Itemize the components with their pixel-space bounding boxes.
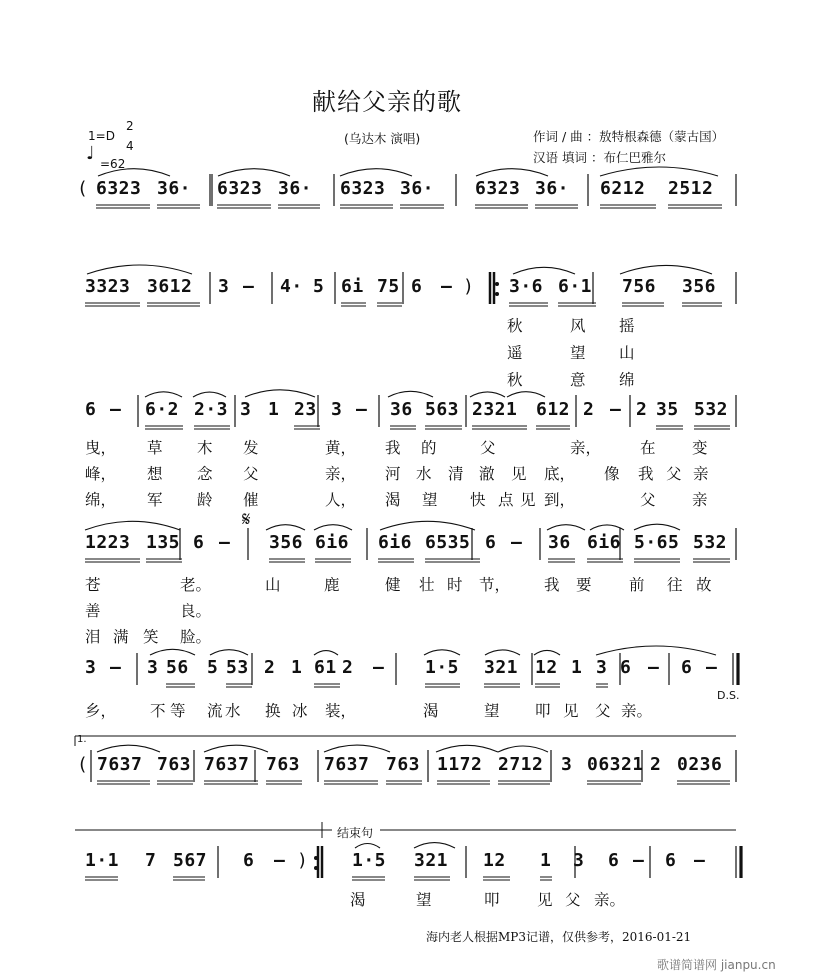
note-1-4: 6323	[217, 178, 263, 199]
note-2-10: –	[441, 276, 453, 297]
lyric-r4a-11: 变	[692, 439, 708, 457]
note-4-12: 6i6	[587, 532, 622, 553]
note-2-15: 356	[682, 276, 717, 297]
lyric-r5a-7: 时	[447, 576, 463, 594]
lyric-r6-4: 流	[207, 702, 223, 720]
lyric-r4c-7: 望	[422, 491, 438, 509]
lyric-r6-7: 冰	[292, 702, 308, 720]
lyric-r5b-2: 良。	[180, 602, 212, 620]
note-4-2: 135	[146, 532, 181, 553]
lyric-r4b-1: 峰，	[85, 465, 117, 483]
ending-label: 结束句	[337, 826, 374, 840]
lyric-r5a-12: 往	[667, 576, 683, 594]
lyric-r4c-1: 绵，	[85, 491, 117, 509]
note-4-9: 6	[485, 532, 497, 553]
slur-29	[97, 745, 160, 752]
note-4-7: 6i6	[378, 532, 413, 553]
lyric-r4c-2: 军	[147, 491, 163, 509]
lyric-r4a-10: 在	[640, 439, 656, 457]
time-signature-denominator: 4	[126, 139, 134, 153]
note-2-6: 5	[313, 276, 325, 297]
slur-8	[620, 265, 712, 274]
note-2-11: )	[463, 276, 475, 297]
note-3-11: 563	[425, 399, 460, 420]
note-6-5: 763	[266, 754, 301, 775]
note-3-6: 1	[268, 399, 280, 420]
note-5-19: 6	[681, 657, 693, 678]
lyric-r5a-6: 壮	[419, 576, 435, 594]
note-2-4: –	[243, 276, 255, 297]
note-5-10: 2	[342, 657, 354, 678]
lyric-r4a-9: 亲，	[570, 439, 602, 457]
lyric-r4b-11: 底，	[544, 465, 576, 483]
lyric-r4b-5: 亲，	[325, 465, 357, 483]
slur-11	[245, 390, 315, 397]
lyric-r4c-8: 快	[470, 491, 486, 509]
lyric-r8-4: 见	[537, 891, 553, 909]
note-7-6: )	[297, 850, 309, 871]
note-2-3: 3	[218, 276, 230, 297]
note-2-1: 3323	[85, 276, 131, 297]
slur-19	[547, 525, 585, 530]
lyric-r5a-11: 前	[629, 576, 645, 594]
footer-note: 海内老人根据MP3记谱，仅供参考，2016-01-21	[426, 930, 692, 944]
lyric-l3-3: 绵	[619, 371, 635, 389]
watermark: 歌谱简谱网 jianpu.cn	[657, 958, 776, 972]
slur-28	[596, 646, 716, 655]
lyric-r4c-10: 见	[520, 491, 536, 509]
lyric-r4c-6: 渴	[385, 491, 401, 509]
lyric-r6-13: 父	[595, 702, 611, 720]
lyric-r4a-4: 发	[243, 439, 259, 457]
note-4-11: 36	[548, 532, 571, 553]
lyric-r4b-7: 水	[416, 465, 432, 483]
lyric-r4a-3: 木	[197, 439, 213, 457]
repeat-dot-1-1	[495, 282, 499, 286]
lyric-l1-3: 摇	[619, 317, 635, 335]
slur-22	[150, 649, 195, 655]
note-3-17: 35	[656, 399, 679, 420]
lyric-r5a-9: 我	[544, 576, 560, 594]
slur-30	[204, 745, 268, 752]
note-2-12: 3·6	[509, 276, 544, 297]
note-1-10: 6212	[600, 178, 646, 199]
note-7-11: 3	[573, 850, 585, 871]
note-3-3: 6·2	[145, 399, 180, 420]
note-7-12: 6	[608, 850, 620, 871]
slur-12	[388, 391, 433, 397]
lyric-r5b-1: 善	[85, 602, 101, 620]
note-1-6: 6323	[340, 178, 386, 199]
lyric-r4b-9: 澈	[479, 465, 495, 483]
lyric-l3-2: 意	[570, 371, 586, 389]
lyric-r4a-7: 的	[421, 439, 437, 457]
lyric-r5a-4: 鹿	[324, 576, 340, 594]
tempo-marking: =62	[100, 157, 126, 171]
lyric-r4b-4: 父	[243, 465, 259, 483]
note-2-13: 6·1	[558, 276, 593, 297]
note-6-6: 7637	[324, 754, 370, 775]
lyric-l2-2: 望	[570, 344, 586, 362]
note-6-11: 06321	[587, 754, 644, 775]
slur-9	[145, 392, 182, 397]
lyric-r5c-3: 笑	[143, 628, 159, 646]
note-1-2: 6323	[96, 178, 142, 199]
lyric-r6-11: 叩	[535, 702, 551, 720]
note-6-10: 3	[561, 754, 573, 775]
note-3-9: –	[356, 399, 368, 420]
slur-27	[534, 650, 560, 655]
lyric-r5c-2: 满	[113, 628, 129, 646]
note-7-4: 6	[243, 850, 255, 871]
note-3-18: 532	[694, 399, 729, 420]
note-7-2: 7	[145, 850, 157, 871]
lyric-r4c-13: 亲	[692, 491, 708, 509]
note-5-1: 3	[85, 657, 97, 678]
lyric-r4a-6: 我	[385, 439, 401, 457]
slur-15	[85, 521, 180, 530]
lyric-r4b-14: 父	[666, 465, 682, 483]
note-6-2: 7637	[97, 754, 143, 775]
note-7-14: 6	[665, 850, 677, 871]
slur-26	[485, 650, 520, 655]
slur-2	[218, 169, 290, 176]
note-6-13: 0236	[677, 754, 723, 775]
note-1-8: 6323	[475, 178, 521, 199]
note-6-3: 763	[157, 754, 192, 775]
note-2-14: 756	[622, 276, 657, 297]
lyric-r4b-6: 河	[385, 465, 401, 483]
lyric-r4a-1: 曳，	[85, 439, 117, 457]
lyric-r6-1: 乡，	[85, 702, 117, 720]
lyric-r8-3: 叩	[484, 891, 500, 909]
note-7-5: –	[274, 850, 286, 871]
note-3-15: –	[610, 399, 622, 420]
note-3-8: 3	[331, 399, 343, 420]
lyric-l1-2: 风	[570, 317, 586, 335]
note-2-2: 3612	[147, 276, 193, 297]
note-1-11: 2512	[668, 178, 714, 199]
note-4-1: 1223	[85, 532, 131, 553]
note-6-9: 2712	[498, 754, 544, 775]
slur-20	[590, 525, 624, 530]
repeat-dot-2-2	[314, 866, 318, 870]
note-7-13: –	[633, 850, 645, 871]
note-3-16: 2	[636, 399, 648, 420]
slur-5	[600, 167, 718, 176]
lyricist-credit: 汉语 填词 ：布仁巴雅尔	[533, 150, 666, 165]
note-2-9: 6	[411, 276, 423, 297]
slur-25	[424, 650, 460, 655]
lyric-r8-5: 父	[565, 891, 581, 909]
note-7-15: –	[694, 850, 706, 871]
slur-4	[476, 169, 548, 176]
note-5-7: 2	[264, 657, 276, 678]
lyric-r6-3: 等	[170, 702, 186, 720]
note-4-3: 6	[193, 532, 205, 553]
slur-33	[498, 746, 548, 752]
note-5-4: 56	[166, 657, 189, 678]
lyric-r5a-8: 节，	[479, 576, 511, 594]
note-7-1: 1·1	[85, 850, 120, 871]
lyric-r5a-2: 老。	[180, 576, 212, 594]
note-1-5: 36·	[278, 178, 313, 199]
lyric-r5a-3: 山	[265, 576, 281, 594]
lyric-r5a-1: 苍	[85, 576, 101, 594]
slur-7	[513, 267, 575, 274]
lyric-r5a-5: 健	[385, 576, 401, 594]
slur-3	[340, 169, 412, 176]
note-3-14: 2	[583, 399, 595, 420]
lyric-l3-1: 秋	[507, 371, 523, 389]
segno-sign: 𝄋	[242, 507, 251, 531]
lyric-r6-9: 渴	[423, 702, 439, 720]
lyric-r4b-8: 清	[448, 465, 464, 483]
lyric-r4b-10: 见	[511, 465, 527, 483]
lyric-r6-2: 不	[150, 702, 166, 720]
note-5-5: 5	[207, 657, 219, 678]
lyric-r6-14: 亲。	[621, 702, 653, 720]
note-3-10: 36	[390, 399, 413, 420]
slur-24	[314, 651, 338, 655]
note-1-3: 36·	[157, 178, 192, 199]
note-5-20: –	[706, 657, 718, 678]
note-2-8: 75	[377, 276, 400, 297]
lyric-r4c-5: 人，	[325, 491, 357, 509]
lyric-l2-3: 山	[619, 344, 635, 362]
lyric-r5a-13: 故	[696, 576, 712, 594]
ds-marking: D.S.	[717, 689, 740, 702]
note-4-4: –	[219, 532, 231, 553]
note-5-17: 6	[620, 657, 632, 678]
lyric-r5a-10: 要	[576, 576, 592, 594]
slur-34	[355, 844, 380, 849]
note-6-8: 1172	[437, 754, 483, 775]
lyric-r4b-13: 我	[638, 465, 654, 483]
note-5-11: –	[373, 657, 385, 678]
note-4-13: 5·65	[634, 532, 680, 553]
slur-35	[414, 843, 455, 848]
note-4-10: –	[511, 532, 523, 553]
lyric-r8-6: 亲。	[594, 891, 626, 909]
lyric-r6-6: 换	[265, 702, 281, 720]
lyric-l2-1: 遥	[507, 344, 523, 362]
note-4-6: 6i6	[315, 532, 350, 553]
lyric-r4a-8: 父	[480, 439, 496, 457]
repeat-dot-2-1	[314, 856, 318, 860]
note-3-2: –	[110, 399, 122, 420]
note-7-3: 567	[173, 850, 208, 871]
note-5-3: 3	[147, 657, 159, 678]
note-5-14: 12	[535, 657, 558, 678]
lyric-r5c-4: 脸。	[180, 628, 212, 646]
note-3-7: 23	[294, 399, 317, 420]
volta-bracket-label: 1.	[77, 734, 87, 745]
page-title: 献给父亲的歌	[312, 88, 462, 116]
note-6-12: 2	[650, 754, 662, 775]
note-2-5: 4·	[280, 276, 303, 297]
slur-1	[98, 169, 170, 176]
note-1-1: (	[77, 178, 89, 199]
note-6-4: 7637	[204, 754, 250, 775]
lyric-r8-2: 望	[416, 891, 432, 909]
slur-18	[380, 521, 475, 530]
lyric-r4b-2: 想	[147, 465, 163, 483]
slur-14	[507, 392, 545, 397]
note-6-1: (	[77, 754, 89, 775]
slur-23	[210, 650, 248, 655]
note-5-8: 1	[291, 657, 303, 678]
slur-10	[193, 392, 226, 397]
note-3-12: 2321	[472, 399, 518, 420]
repeat-dot-1-2	[495, 292, 499, 296]
note-7-7: 1·5	[352, 850, 387, 871]
slur-17	[314, 525, 352, 530]
quarter-note-icon: ♩	[86, 143, 95, 164]
note-3-13: 612	[536, 399, 571, 420]
note-5-12: 1·5	[425, 657, 460, 678]
note-4-14: 532	[693, 532, 728, 553]
lyric-r6-8: 装，	[325, 702, 357, 720]
key-signature: 1=D	[88, 129, 115, 143]
note-4-5: 356	[269, 532, 304, 553]
note-7-9: 12	[483, 850, 506, 871]
slur-6	[87, 265, 192, 274]
note-1-9: 36·	[535, 178, 570, 199]
lyric-r8-1: 渴	[350, 891, 366, 909]
slur-32	[436, 745, 498, 752]
lyric-r4a-5: 黄，	[325, 439, 357, 457]
lyric-r6-5: 水	[225, 702, 241, 720]
lyric-r6-12: 见	[563, 702, 579, 720]
slur-16	[266, 525, 305, 530]
lyric-r4c-11: 到，	[544, 491, 576, 509]
lyric-r4c-3: 龄	[197, 491, 213, 509]
note-7-10: 1	[540, 850, 552, 871]
note-5-9: 61	[314, 657, 337, 678]
note-3-5: 3	[240, 399, 252, 420]
note-5-18: –	[648, 657, 660, 678]
slur-31	[324, 745, 390, 752]
composer-credit: 作词 / 曲 ：敖特根森德（蒙古国）	[533, 129, 725, 144]
note-1-7: 36·	[400, 178, 435, 199]
lyric-r4c-12: 父	[640, 491, 656, 509]
note-2-7: 6i	[341, 276, 364, 297]
lyric-r6-10: 望	[484, 702, 500, 720]
note-3-1: 6	[85, 399, 97, 420]
performer-credit: (乌达木 演唱)	[344, 131, 421, 146]
note-7-8: 321	[414, 850, 449, 871]
lyric-r4c-9: 点	[498, 491, 514, 509]
lyric-r4a-2: 草	[147, 439, 163, 457]
lyric-l1-1: 秋	[507, 317, 523, 335]
note-5-6: 53	[226, 657, 249, 678]
lyric-r4b-12: 像	[604, 465, 620, 483]
note-5-13: 321	[484, 657, 519, 678]
lyric-r4b-15: 亲	[693, 465, 709, 483]
note-5-15: 1	[571, 657, 583, 678]
note-4-8: 6535	[425, 532, 471, 553]
time-signature-numerator: 2	[126, 119, 134, 133]
slur-13	[470, 392, 505, 397]
note-5-16: 3	[596, 657, 608, 678]
lyric-r4b-3: 念	[197, 465, 213, 483]
lyric-r5c-1: 泪	[85, 628, 101, 646]
note-3-4: 2·3	[194, 399, 229, 420]
note-6-7: 763	[386, 754, 421, 775]
note-5-2: –	[110, 657, 122, 678]
slur-21	[634, 524, 680, 530]
lyric-r4c-4: 催	[243, 491, 259, 509]
